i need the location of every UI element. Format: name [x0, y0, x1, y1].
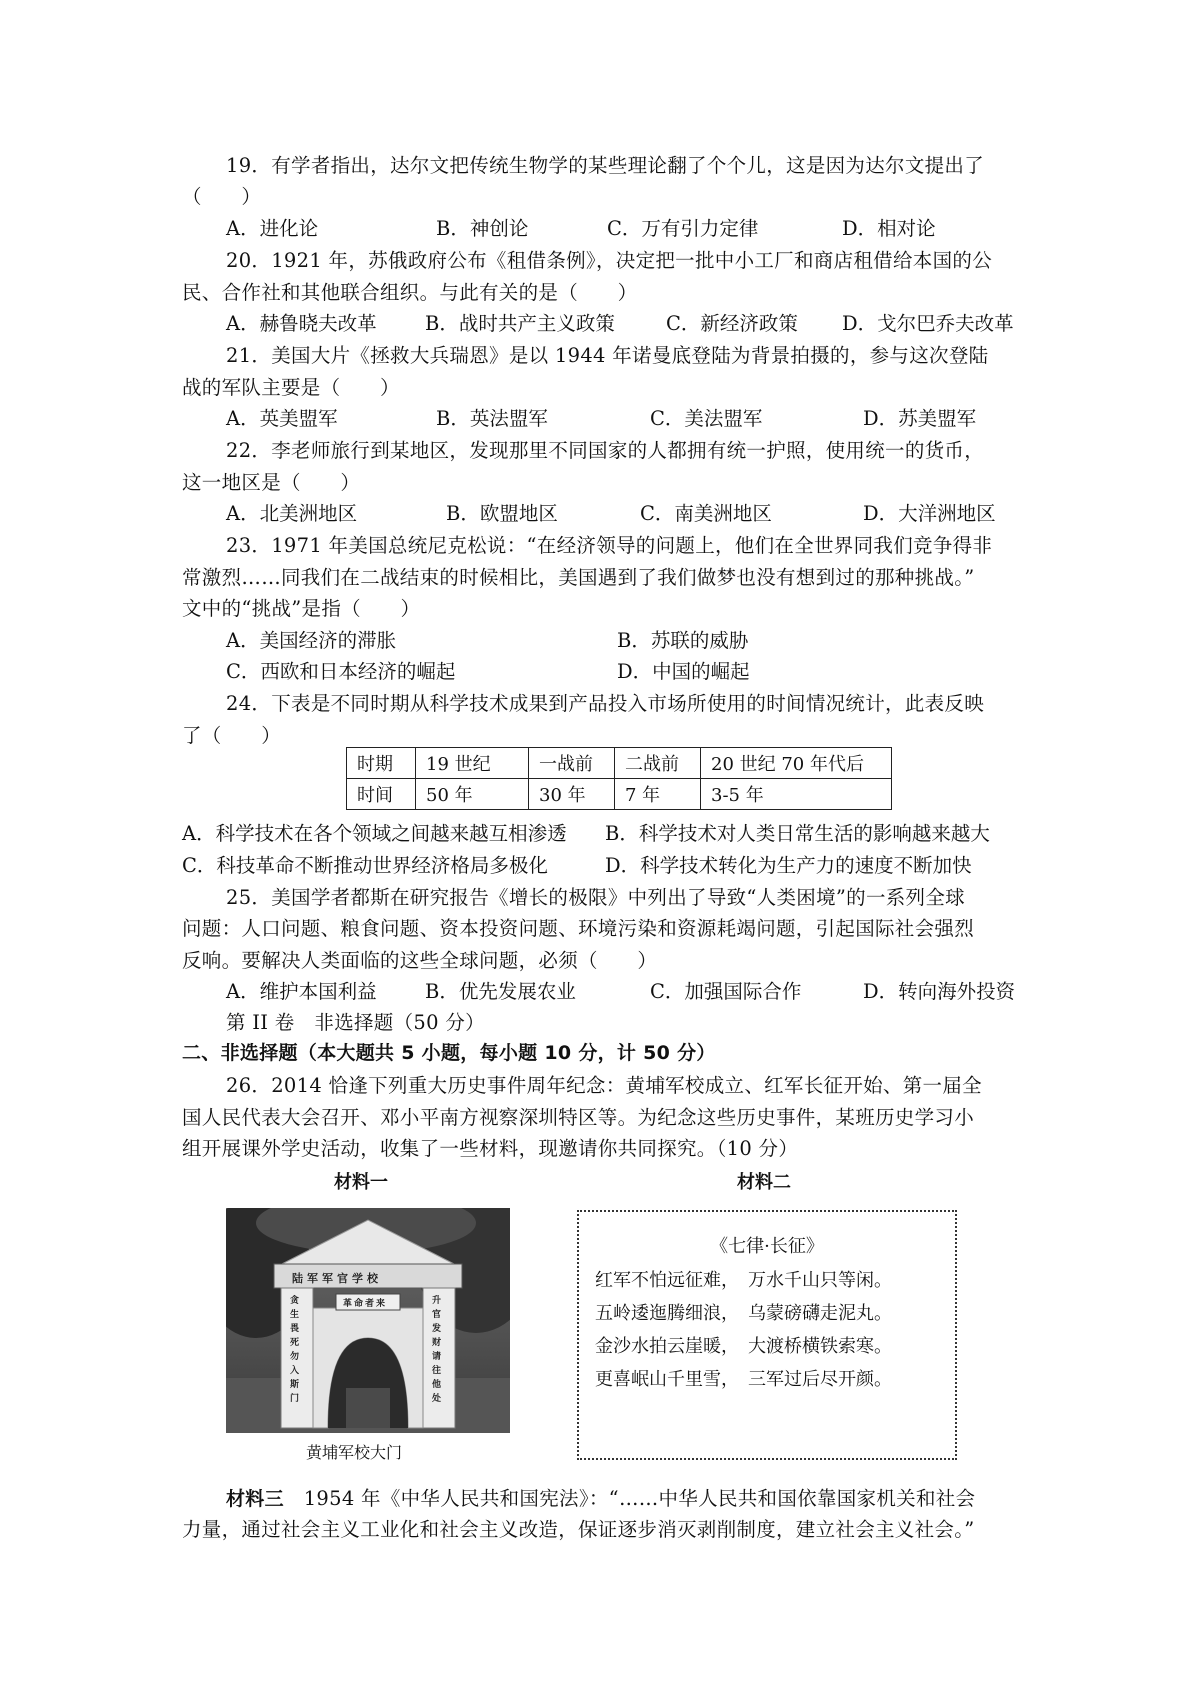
q21-stem-cont: 战的军队主要是（ ） [182, 376, 400, 399]
gate-banner-text: 革命者来 [343, 1299, 388, 1309]
q25-option-a: A．维护本国利益 [226, 980, 377, 1003]
q23-option-d: D．中国的崛起 [617, 660, 750, 683]
section-heading: 二、非选择题（本大题共 5 小题，每小题 10 分，计 50 分） [182, 1042, 716, 1064]
q25-option-c: C．加强国际合作 [650, 980, 802, 1003]
q23-stem-cont: 常激烈……同我们在二战结束的时候相比，美国遇到了我们做梦也没有想到过的那种挑战。” [182, 566, 975, 589]
table-cell: 时期 [347, 748, 416, 779]
table-cell: 3-5 年 [701, 779, 892, 810]
q24-stem: 24．下表是不同时期从科学技术成果到产品投入市场所使用的时间情况统计，此表反映 [226, 692, 985, 715]
q22-option-c: C．南美洲地区 [640, 502, 772, 525]
q24-option-c: C．科技革命不断推动世界经济格局多极化 [182, 854, 548, 877]
q21-option-b: B．英法盟军 [436, 407, 548, 430]
q23-stem: 23．1971 年美国总统尼克松说：“在经济领导的问题上，他们在全世界同我们竞争得非 [226, 534, 993, 557]
material-two-title: 材料二 [737, 1172, 791, 1193]
q22-option-d: D．大洋洲地区 [863, 502, 996, 525]
q21-option-c: C．美法盟军 [650, 407, 763, 430]
q26-stem-cont: 国人民代表大会召开、邓小平南方视察深圳特区等。为纪念这些历史事件，某班历史学习小 [182, 1106, 975, 1129]
q23-option-b: B．苏联的威胁 [617, 629, 749, 652]
q19-option-b: B．神创论 [436, 217, 529, 240]
q25-stem-cont: 问题：人口问题、粮食问题、资本投资问题、环境污染和资源耗竭问题，引起国际社会强烈 [182, 917, 975, 940]
gate-left-couplet: 贪生畏死勿入斯门 [290, 1296, 300, 1404]
table-cell: 19 世纪 [416, 748, 529, 779]
q23-option-c: C．西欧和日本经济的崛起 [226, 660, 456, 683]
table-cell: 一战前 [529, 748, 615, 779]
gate-sign-text: 陆军军官学校 [292, 1272, 382, 1285]
q20-stem-cont: 民、合作社和其他联合组织。与此有关的是（ ） [182, 281, 638, 304]
table-cell: 30 年 [529, 779, 615, 810]
q21-stem: 21．美国大片《拯救大兵瑞恩》是以 1944 年诺曼底登陆为背景拍摄的，参与这次登陆 [226, 344, 989, 367]
q20-stem: 20．1921 年，苏俄政府公布《租借条例》，决定把一批中小工厂和商店租借给本国的公 [226, 249, 992, 272]
table-row [347, 748, 892, 779]
table-cell: 二战前 [615, 748, 701, 779]
poem-title: 《七律·长征》 [710, 1236, 824, 1257]
q25-option-b: B．优先发展农业 [425, 980, 576, 1003]
table-cell: 50 年 [416, 779, 529, 810]
q19-option-d: D．相对论 [842, 217, 936, 240]
poem-line: 金沙水拍云崖暖， 大渡桥横铁索寒。 [595, 1336, 892, 1357]
table-cell: 20 世纪 70 年代后 [701, 748, 892, 779]
q22-stem-cont: 这一地区是（ ） [182, 471, 361, 494]
gate-right-couplet: 升官发财请往他处 [432, 1296, 442, 1404]
poem-line: 更喜岷山千里雪， 三军过后尽开颜。 [595, 1369, 892, 1390]
q25-stem-cont2: 反响。要解决人类面临的这些全球问题，必须（ ） [182, 949, 658, 972]
q21-option-a: A．英美盟军 [226, 407, 338, 430]
q19-option-c: C．万有引力定律 [607, 217, 759, 240]
volume-heading: 第 II 卷 非选择题（50 分） [226, 1011, 485, 1034]
q19-stem: 19．有学者指出，达尔文把传统生物学的某些理论翻了个个儿，这是因为达尔文提出了 [226, 154, 985, 177]
material-three-text: 1954 年《中华人民共和国宪法》：“……中华人民共和国依靠国家机关和社会 [283, 1487, 976, 1510]
q20-option-c: C．新经济政策 [666, 312, 798, 335]
q26-stem: 26．2014 恰逢下列重大历史事件周年纪念：黄埔军校成立、红军长征开始、第一届全 [226, 1074, 982, 1097]
photo-caption: 黄埔军校大门 [306, 1443, 403, 1462]
q23-option-a: A．美国经济的滞胀 [226, 629, 397, 652]
q22-option-a: A．北美洲地区 [226, 502, 358, 525]
q20-option-b: B．战时共产主义政策 [425, 312, 615, 335]
q19-option-a: A．进化论 [226, 217, 319, 240]
poem-line: 五岭逶迤腾细浪， 乌蒙磅礴走泥丸。 [595, 1303, 892, 1324]
q19-stem-cont: （ ） [182, 185, 262, 208]
material-three-line [226, 1483, 975, 1511]
q21-option-d: D．苏美盟军 [863, 407, 977, 430]
table-cell: 7 年 [615, 779, 701, 810]
q20-option-d: D．戈尔巴乔夫改革 [842, 312, 1014, 335]
q22-option-b: B．欧盟地区 [446, 502, 558, 525]
q24-option-a: A．科学技术在各个领域之间越来越互相渗透 [182, 822, 567, 845]
whampoa-gate-photo [226, 1208, 510, 1433]
material-three-line-2: 力量，通过社会主义工业化和社会主义改造，保证逐步消灭剥削制度，建立社会主义社会。” [182, 1518, 975, 1541]
q25-stem: 25．美国学者都斯在研究报告《增长的极限》中列出了导致“人类困境”的一系列全球 [226, 886, 965, 909]
q24-option-d: D．科学技术转化为生产力的速度不断加快 [605, 854, 972, 877]
stat-table [346, 747, 892, 810]
q22-stem: 22．李老师旅行到某地区，发现那里不同国家的人都拥有统一护照，使用统一的货币， [226, 439, 985, 462]
q24-option-b: B．科学技术对人类日常生活的影响越来越大 [605, 822, 990, 845]
table-cell: 时间 [347, 779, 416, 810]
material-three-label: 材料三 [226, 1488, 284, 1510]
poem-box [577, 1210, 957, 1460]
poem-line: 红军不怕远征难， 万水千山只等闲。 [595, 1270, 892, 1291]
q20-option-a: A．赫鲁晓夫改革 [226, 312, 377, 335]
table-row [347, 779, 892, 810]
material-one-title: 材料一 [334, 1172, 388, 1193]
q23-stem-cont2: 文中的“挑战”是指（ ） [182, 597, 421, 620]
gate-illustration [226, 1208, 510, 1433]
q26-stem-cont2: 组开展课外学史活动，收集了一些材料，现邀请你共同探究。（10 分） [182, 1137, 799, 1160]
q24-stem-cont: 了（ ） [182, 724, 282, 747]
q25-option-d: D．转向海外投资 [863, 980, 1016, 1003]
